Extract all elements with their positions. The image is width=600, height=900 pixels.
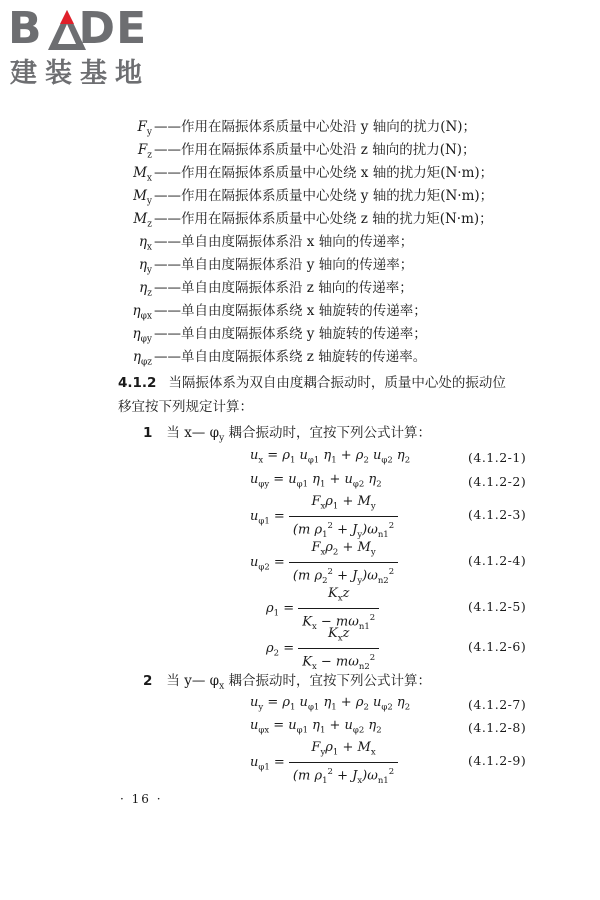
page-number: · 16 · bbox=[120, 792, 163, 806]
equation-4-1-2-8: $u_{\varphi x} = u_{\varphi 1}$ $\eta_1 + u_{\varphi 2}$ $\eta_2$ bbox=[250, 718, 382, 736]
equation-4-1-2-3: $u_{\varphi 1}$ = $\frac{F_x\rho_1 + M_y}{(m \rho_1^2 + J_y)\omega_{n1}^2}$ bbox=[250, 494, 398, 543]
logo-chinese-text: 建装基地 bbox=[10, 58, 150, 89]
equation-number: (4.1.2-7) bbox=[468, 697, 527, 712]
equation-4-1-2-4: $u_{\varphi 2}$ = $\frac{F_x\rho_2 + M_y}{(m \rho_2^2 + J_y)\omega_{n2}^2}$ bbox=[250, 540, 398, 589]
equation-number: (4.1.2-9) bbox=[468, 753, 527, 768]
equation-number: (4.1.2-4) bbox=[468, 553, 527, 568]
definition-row: $M_y$ ——作用在隔振体系质量中心处绕 y 轴的扰力矩(N·m)； bbox=[133, 188, 494, 207]
equation-number: (4.1.2-5) bbox=[468, 599, 527, 614]
definition-row: $F_y$ ——作用在隔振体系质量中心处沿 y 轴向的扰力(N)； bbox=[137, 119, 477, 138]
definition-row: $\eta_z$ ——单自由度隔振体系沿 z 轴向的传递率； bbox=[139, 280, 413, 299]
definition-row: $M_z$ ——作用在隔振体系质量中心处绕 z 轴的扰力矩(N·m)； bbox=[133, 211, 493, 230]
clause-line-1: 4.1.2 当隔振体系为双自由度耦合振动时，质量中心处的振动位 bbox=[118, 375, 506, 391]
equation-4-1-2-1: $u_x = \rho_1$ $u_{\varphi 1}$ $\eta_1 + \rho_2$ $u_{\varphi 2}$ $\eta_2$ bbox=[250, 448, 411, 466]
equation-number: (4.1.2-8) bbox=[468, 720, 527, 735]
definition-row: $\eta_x$ ——单自由度隔振体系沿 x 轴向的传递率； bbox=[138, 234, 414, 253]
definition-row: $\eta_{\varphi x}$ ——单自由度隔振体系绕 x 轴旋转的传递率； bbox=[132, 303, 427, 322]
logo-wordmark: B DE bbox=[8, 3, 148, 54]
equation-4-1-2-6: $\rho_2$ = $\frac{K_xz}{K_x - m\omega_{n2}^2}$ bbox=[266, 626, 379, 675]
equation-4-1-2-9: $u_{\varphi 1}$ = $\frac{F_y\rho_1 + M_x}{(m \rho_1^2 + J_x)\omega_{n1}^2}$ bbox=[250, 740, 398, 789]
equation-4-1-2-2: $u_{\varphi y} = u_{\varphi 1}$ $\eta_1 + u_{\varphi 2}$ $\eta_2$ bbox=[250, 472, 382, 490]
definition-row: $\eta_{\varphi y}$ ——单自由度隔振体系绕 y 轴旋转的传递率； bbox=[132, 326, 427, 345]
definition-row: $\eta_{\varphi z}$ ——单自由度隔振体系绕 z 轴旋转的传递率。 bbox=[132, 349, 427, 368]
definition-row: $\eta_y$ ——单自由度隔振体系沿 y 轴向的传递率； bbox=[138, 257, 414, 276]
equation-4-1-2-5: $\rho_1$ = $\frac{K_xz}{K_x - m\omega_{n1}^2}$ bbox=[266, 586, 379, 635]
definition-row: $F_z$ ——作用在隔振体系质量中心处沿 z 轴向的扰力(N)； bbox=[137, 142, 476, 161]
equation-4-1-2-7: $u_y = \rho_1$ $u_{\varphi 1}$ $\eta_1 + \rho_2$ $u_{\varphi 2}$ $\eta_2$ bbox=[250, 695, 411, 713]
clause-number: 4.1.2 bbox=[118, 375, 157, 391]
equation-number: (4.1.2-3) bbox=[468, 507, 527, 522]
logo-a-triangle-icon bbox=[48, 10, 86, 50]
bade-logo bbox=[8, 3, 178, 92]
item-1-heading: 1 当 x— $\varphi_y$ 耦合振动时，宜按下列公式计算： bbox=[143, 425, 431, 444]
clause-line-2: 移宜按下列规定计算： bbox=[118, 399, 253, 415]
definition-row: $M_x$ ——作用在隔振体系质量中心处绕 x 轴的扰力矩(N·m)； bbox=[133, 165, 494, 184]
equation-number: (4.1.2-1) bbox=[468, 450, 527, 465]
equation-number: (4.1.2-2) bbox=[468, 474, 527, 489]
equation-number: (4.1.2-6) bbox=[468, 639, 527, 654]
item-2-heading: 2 当 y— $\varphi_x$ 耦合振动时，宜按下列公式计算： bbox=[143, 673, 431, 692]
